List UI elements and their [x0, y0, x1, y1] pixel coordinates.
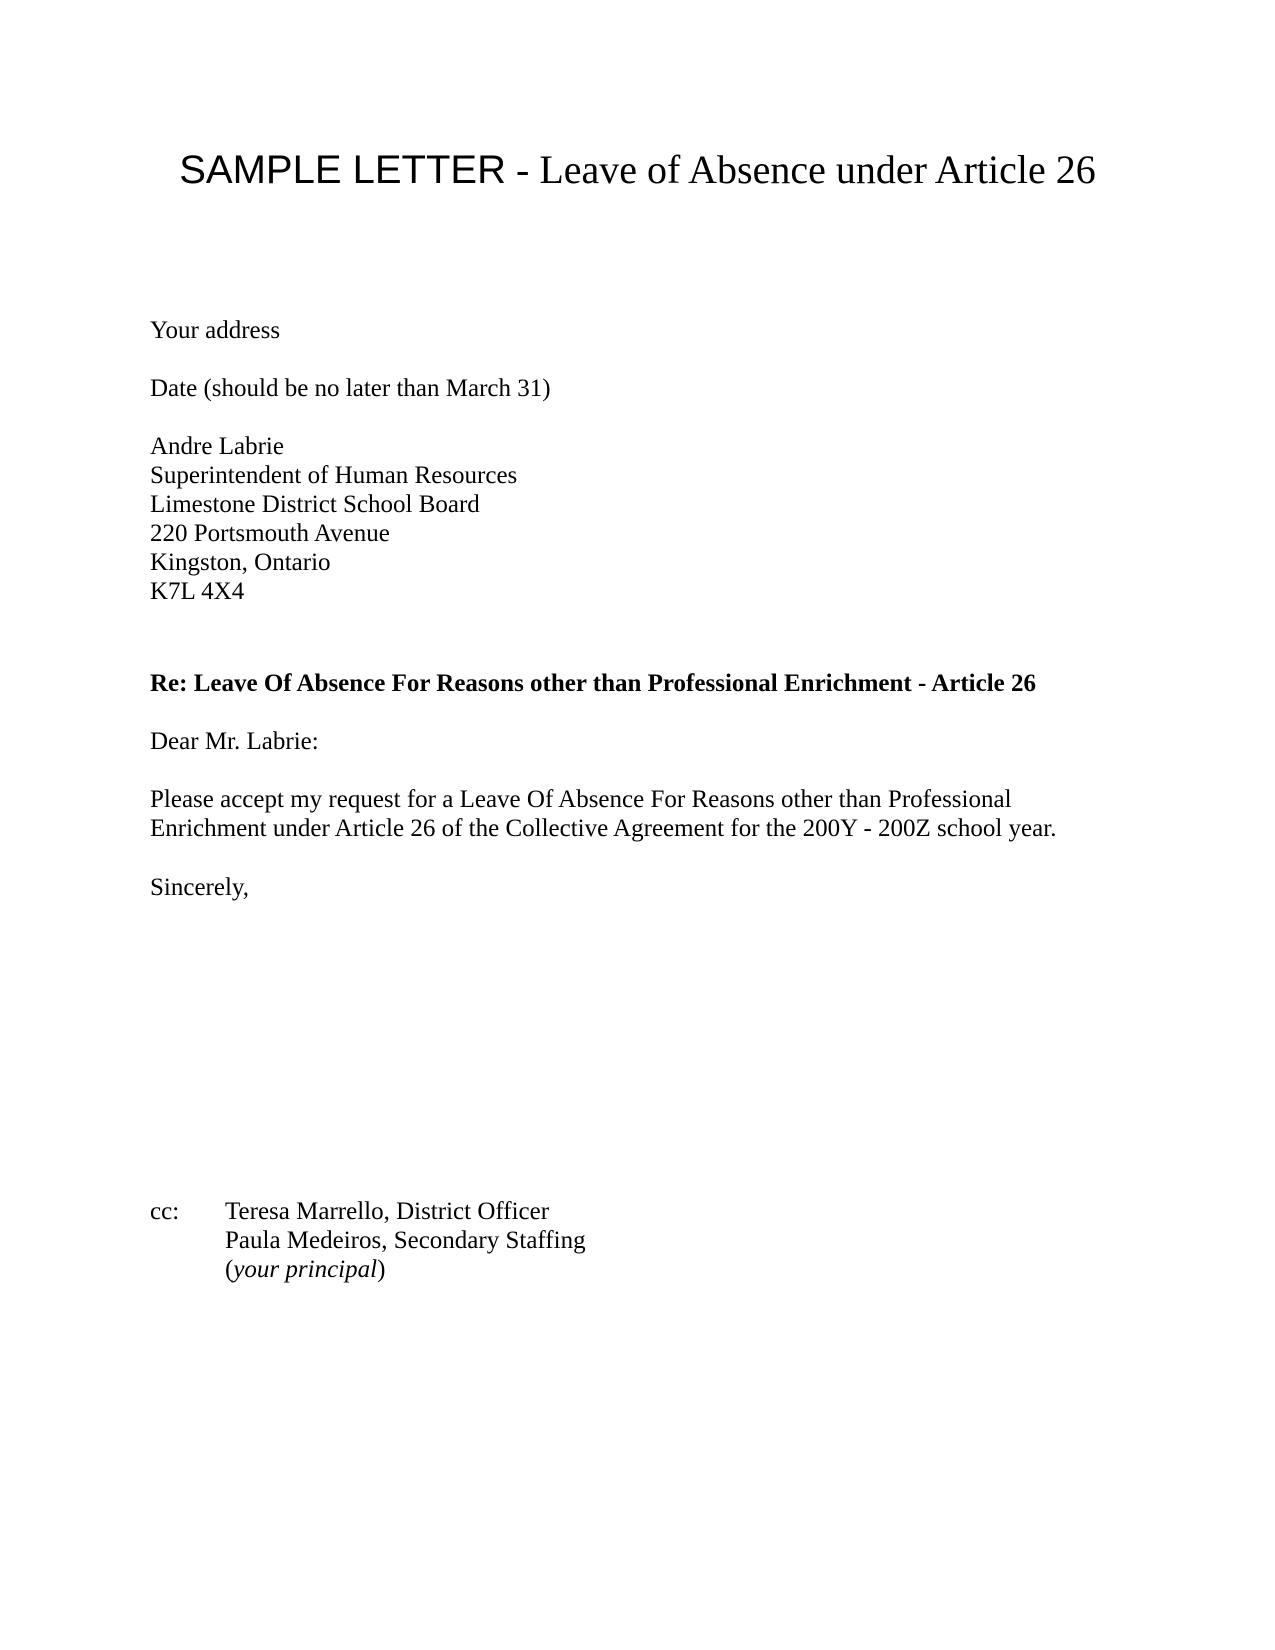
sender-address-text: Your address — [150, 317, 281, 344]
letter-body — [150, 785, 1056, 843]
salutation-text: Dear Mr. Labrie: — [150, 728, 319, 755]
recipient-postal-code: K7L 4X4 — [150, 578, 245, 605]
body-line: Please accept my request for a Leave Of Absence For Reasons other than Professional — [150, 786, 1012, 813]
cc-recipient: Paula Medeiros, Secondary Staffing — [225, 1227, 586, 1254]
cc-principal-open-paren: ( — [225, 1256, 234, 1283]
body-line: Enrichment under Article 26 of the Collective Agreement for the 200Y - 200Z school year. — [150, 815, 1057, 842]
subject-text: Re: Leave Of Absence For Reasons other than Professional Enrichment - Article 26 — [150, 670, 1037, 697]
cc-principal-close-paren: ) — [377, 1256, 386, 1283]
sender-address — [150, 316, 280, 345]
title-prefix: SAMPLE LETTER — [179, 148, 506, 192]
subject-line — [150, 669, 1036, 698]
page-title — [0, 147, 1275, 192]
cc-recipient: Teresa Marrello, District Officer — [225, 1198, 550, 1225]
cc-principal — [225, 1255, 586, 1284]
closing — [150, 873, 249, 902]
closing-text: Sincerely, — [150, 874, 250, 901]
letter-date — [150, 374, 551, 403]
title-rest: - Leave of Absence under Article 26 — [506, 147, 1096, 192]
recipient-name: Andre Labrie — [150, 433, 284, 460]
cc-principal-text: your principal — [233, 1256, 378, 1283]
recipient-title: Superintendent of Human Resources — [150, 462, 518, 489]
cc-recipient-list — [225, 1197, 586, 1284]
recipient-street: 220 Portsmouth Avenue — [150, 520, 390, 547]
recipient-organization: Limestone District School Board — [150, 491, 480, 518]
letter-date-text: Date (should be no later than March 31) — [150, 375, 551, 402]
recipient-address-block — [150, 432, 517, 606]
recipient-city: Kingston, Ontario — [150, 549, 331, 576]
cc-label: cc: — [150, 1198, 180, 1225]
salutation — [150, 727, 319, 756]
